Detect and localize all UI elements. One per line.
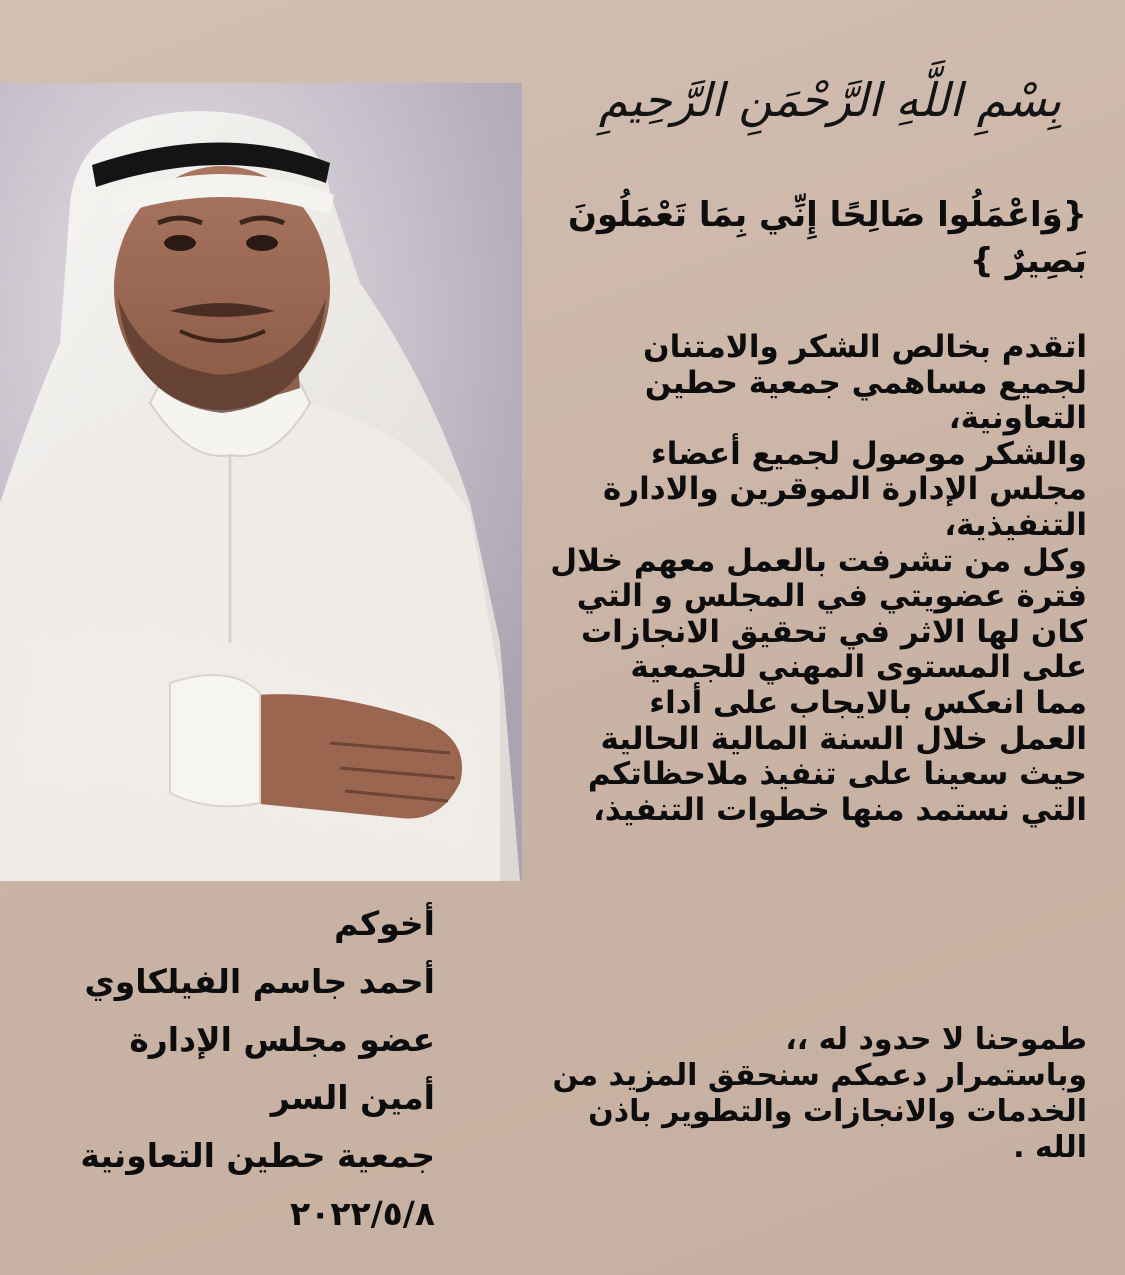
message-line: التي نستمد منها خطوات التنفيذ، bbox=[593, 791, 1087, 828]
signature-greeting: أخوكم bbox=[334, 904, 435, 943]
quran-verse bbox=[527, 192, 1087, 284]
message-line: مجلس الإدارة الموقرين والادارة bbox=[602, 471, 1087, 508]
message-line: كان لها الاثر في تحقيق الانجازات bbox=[581, 613, 1087, 650]
message-line: مما انعكس بالايجاب على أداء bbox=[649, 684, 1087, 721]
closing-message bbox=[497, 1022, 1087, 1166]
closing-line: الخدمات والانجازات والتطوير باذن bbox=[588, 1094, 1087, 1129]
verse-line: {وَاعْمَلُوا صَالِحًا إِنِّي بِمَا تَعْمَلُونَ bbox=[568, 195, 1087, 235]
closing-line: طموحنا لا حدود له ،، bbox=[785, 1022, 1087, 1057]
signature-title: عضو مجلس الإدارة bbox=[129, 1020, 435, 1059]
closing-line: الله . bbox=[1013, 1130, 1087, 1165]
verse-line: بَصِيرٌ } bbox=[969, 241, 1087, 281]
message-line: العمل خلال السنة المالية الحالية bbox=[600, 720, 1087, 757]
message-line: التعاونية، bbox=[948, 400, 1087, 437]
closing-line: وباستمرار دعمكم سنحقق المزيد من bbox=[552, 1058, 1087, 1093]
signature-organization: جمعية حطين التعاونية bbox=[80, 1136, 435, 1175]
message-line: وكل من تشرفت بالعمل معهم خلال bbox=[550, 542, 1087, 579]
message-line: على المستوى المهني للجمعية bbox=[630, 649, 1087, 686]
signature-name: أحمد جاسم الفيلكاوي bbox=[84, 962, 435, 1001]
message-line: لجميع مساهمي جمعية حطين bbox=[644, 364, 1087, 401]
message-line: اتقدم بخالص الشكر والامتنان bbox=[643, 329, 1087, 365]
message-line: فترة عضويتي في المجلس و التي bbox=[576, 578, 1087, 615]
message-line: والشكر موصول لجميع أعضاء bbox=[650, 435, 1087, 472]
signature-block bbox=[15, 895, 435, 1243]
thanks-message bbox=[507, 330, 1087, 828]
message-line: حيث سعينا على تنفيذ ملاحظاتكم bbox=[587, 756, 1087, 793]
signature-title: أمين السر bbox=[270, 1078, 435, 1117]
message-line: التنفيذية، bbox=[944, 506, 1087, 543]
signature-date: ٢٠٢٢/٥/٨ bbox=[290, 1194, 435, 1233]
portrait-illustration bbox=[0, 83, 522, 881]
basmala-calligraphy: بِسْمِ اللَّهِ الرَّحْمَنِ الرَّحِيمِ bbox=[598, 73, 1062, 127]
portrait-photo bbox=[0, 83, 522, 881]
